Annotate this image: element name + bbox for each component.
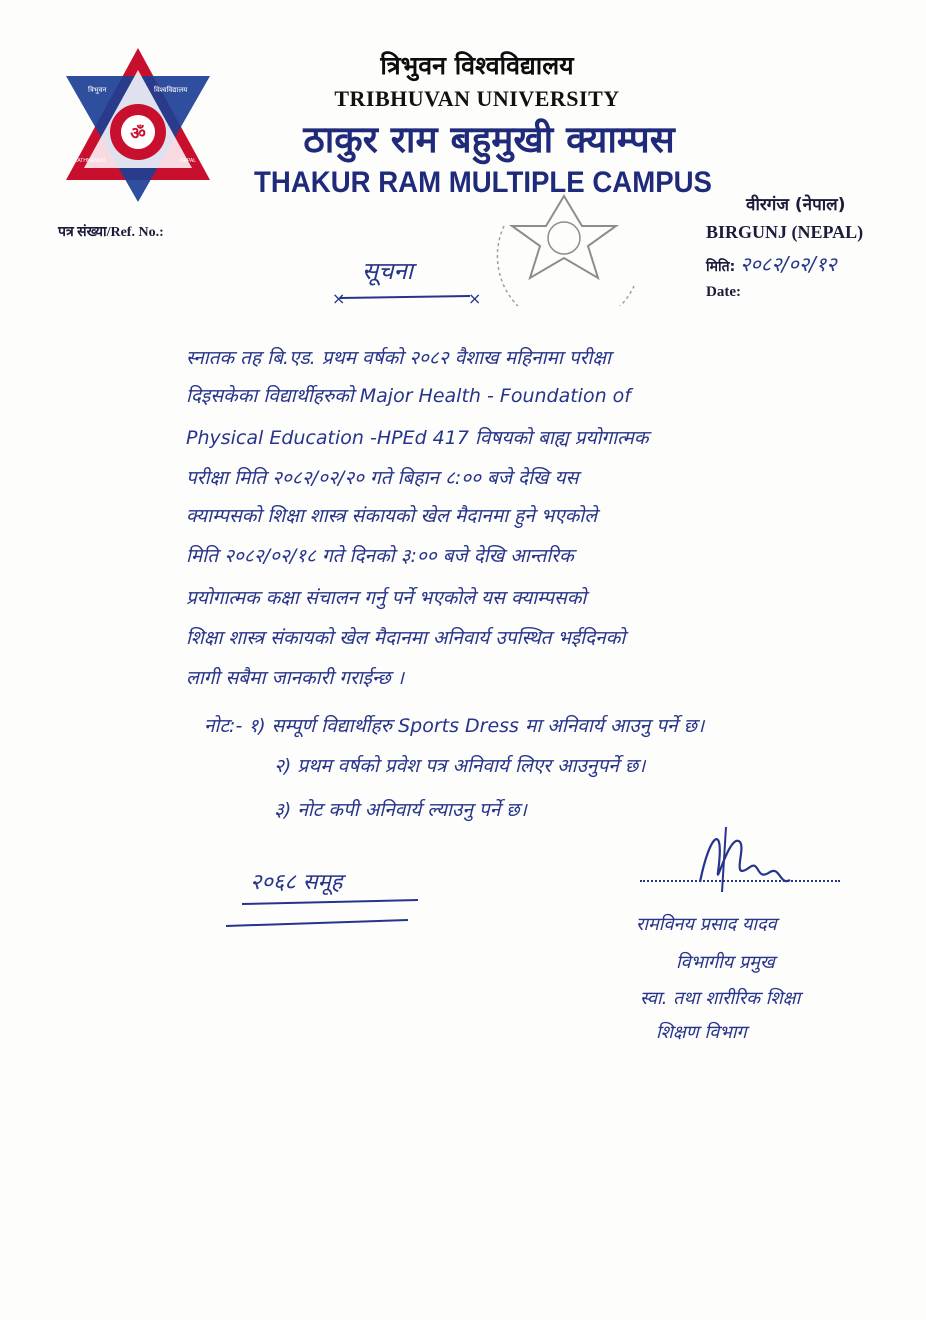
batch-underline-icon xyxy=(222,894,422,934)
body-line-4: परीक्षा मिति २०८२/०२/२० गते बिहान ८:०० बजे देखि यस xyxy=(186,467,579,489)
batch-label: २०६८ समूह xyxy=(250,870,343,895)
body-line-3: Physical Education -HPEd 417 विषयको बाह्य प्रयोगात्मक xyxy=(186,427,649,449)
signatory-department: स्वा. तथा शारीरिक शिक्षा xyxy=(640,988,801,1009)
logo-text-right: विश्वविद्यालय xyxy=(154,86,188,94)
body-line-1: स्नातक तह बि.एड. प्रथम वर्षको २०८२ वैशाख महिनामा परीक्षा xyxy=(186,347,611,369)
svg-text:ॐ: ॐ xyxy=(130,124,146,144)
signature-dotted-line xyxy=(640,880,840,882)
note-3: ३) नोट कपी अनिवार्य ल्याउनु पर्ने छ। xyxy=(274,799,527,821)
body-line-7: प्रयोगात्मक कक्षा संचालन गर्नु पर्ने भएकोले यस क्याम्पसको xyxy=(186,587,587,609)
signatory-name: रामविनय प्रसाद यादव xyxy=(636,914,777,935)
signatory-designation: विभागीय प्रमुख xyxy=(676,952,775,973)
svg-text:×: × xyxy=(468,289,482,308)
campus-name-english: THAKUR RAM MULTIPLE CAMPUS xyxy=(254,166,712,199)
svg-text:×: × xyxy=(332,289,346,308)
note-2: २) प्रथम वर्षको प्रवेश पत्र अनिवार्य लिएर आउनुपर्ने छ। xyxy=(274,755,646,777)
ref-number-label: पत्र संख्या/Ref. No.: xyxy=(58,225,164,240)
date-value: २०८२/०२/१२ xyxy=(740,252,837,276)
university-name-english: TRIBHUVAN UNIVERSITY xyxy=(334,86,620,111)
date-label-english: Date: xyxy=(706,284,741,300)
logo-text-bottom-right: NEPAL xyxy=(180,158,197,164)
location-english: BIRGUNJ (NEPAL) xyxy=(706,222,864,242)
title-underline-icon xyxy=(330,282,490,312)
signature-icon xyxy=(630,812,810,902)
campus-name-nepali: ठाकुर राम बहुमुखी क्याम्पस xyxy=(303,118,675,161)
body-line-5: क्याम्पसको शिक्षा शास्त्र संकायको खेल मैदानमा हुने भएकोले xyxy=(186,505,598,527)
body-line-8: शिक्षा शास्त्र संकायको खेल मैदानमा अनिवार्य उपस्थित भईदिनको xyxy=(186,627,626,649)
body-line-2: दिइसकेका विद्यार्थीहरुको Major Health - Foundation of xyxy=(186,385,631,407)
logo-text-bottom-left: KATHMANDU xyxy=(74,158,106,164)
body-line-6: मिति २०८२/०२/१८ गते दिनको ३:०० बजे देखि आन्तरिक xyxy=(186,545,574,567)
location-nepali: वीरगंज (नेपाल) xyxy=(746,195,846,215)
signatory-division: शिक्षण विभाग xyxy=(656,1022,747,1043)
date-label-nepali: मिति: xyxy=(706,259,736,275)
university-name-nepali: त्रिभुवन विश्वविद्यालय xyxy=(380,51,574,80)
logo-text-left: त्रिभुवन xyxy=(88,86,107,94)
campus-stamp-icon xyxy=(484,186,654,306)
notice-title: सूचना xyxy=(362,257,413,285)
note-1: नोट:- १) सम्पूर्ण विद्यार्थीहरु Sports Dress मा अनिवार्य आउनु पर्ने छ। xyxy=(204,715,705,737)
body-line-9: लागी सबैमा जानकारी गराईन्छ । xyxy=(186,667,404,689)
